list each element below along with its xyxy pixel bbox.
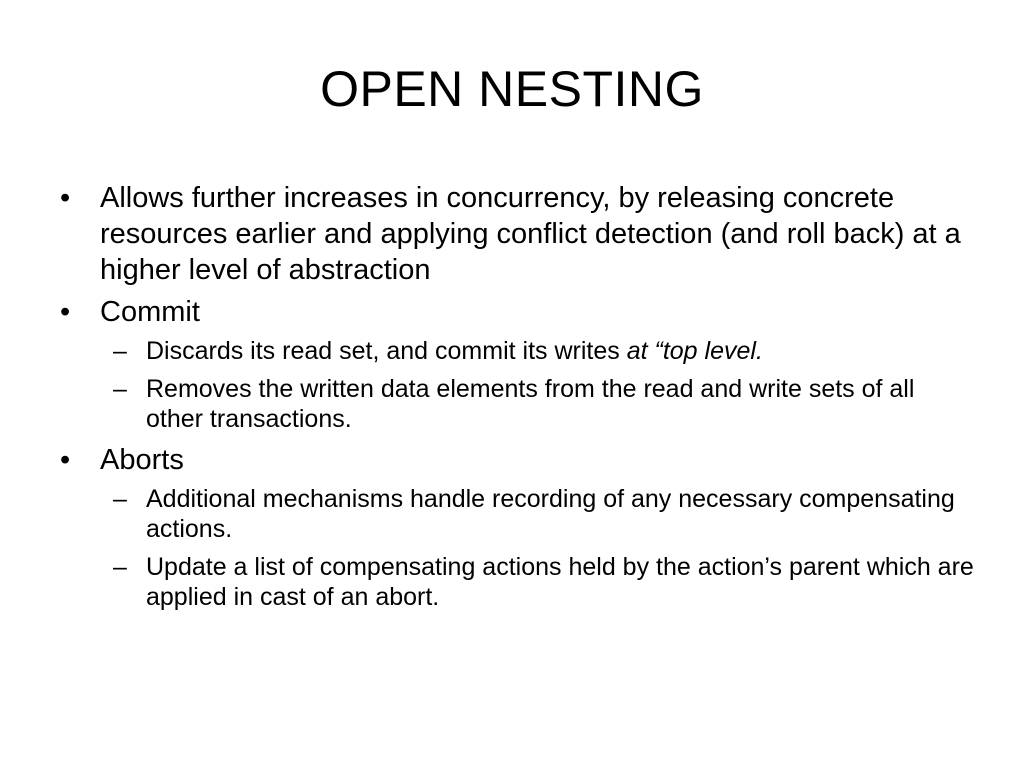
slide-content — [58, 180, 978, 620]
sub-item-removes-written-data — [58, 374, 978, 434]
sub-item-text: Discards its read set, and commit its writes — [146, 337, 627, 365]
dash-marker: – — [113, 485, 127, 513]
bullet-marker: • — [60, 444, 71, 476]
bullet-text: Aborts — [100, 444, 184, 476]
bullet-item-aborts — [58, 442, 978, 478]
bullet-text: Commit — [100, 296, 200, 328]
sub-item-text: Removes the written data elements from the read and write sets of all other transactions. — [146, 375, 915, 433]
sub-item-text: Additional mechanisms handle recording of any necessary compensating actions. — [146, 485, 955, 543]
bullet-marker: • — [60, 182, 71, 214]
bullet-text: Allows further increases in concurrency, by releasing concrete resources earlier and applying conflict detection (and roll back) at a higher level of abstraction — [100, 182, 961, 286]
dash-marker: – — [113, 375, 127, 403]
dash-marker: – — [113, 337, 127, 365]
bullet-item-concurrency — [58, 180, 978, 288]
sub-item-discards-read-set — [58, 336, 978, 366]
bullet-item-commit — [58, 294, 978, 330]
sub-item-additional-mechanisms — [58, 484, 978, 544]
dash-marker: – — [113, 553, 127, 581]
sub-item-italic-text: at “top level. — [626, 337, 763, 365]
slide-title: OPEN NESTING — [320, 61, 704, 117]
sub-item-text: Update a list of compensating actions held by the action’s parent which are applied in cast of an abort. — [146, 553, 974, 611]
sub-item-update-list — [58, 552, 978, 612]
bullet-marker: • — [60, 296, 71, 328]
